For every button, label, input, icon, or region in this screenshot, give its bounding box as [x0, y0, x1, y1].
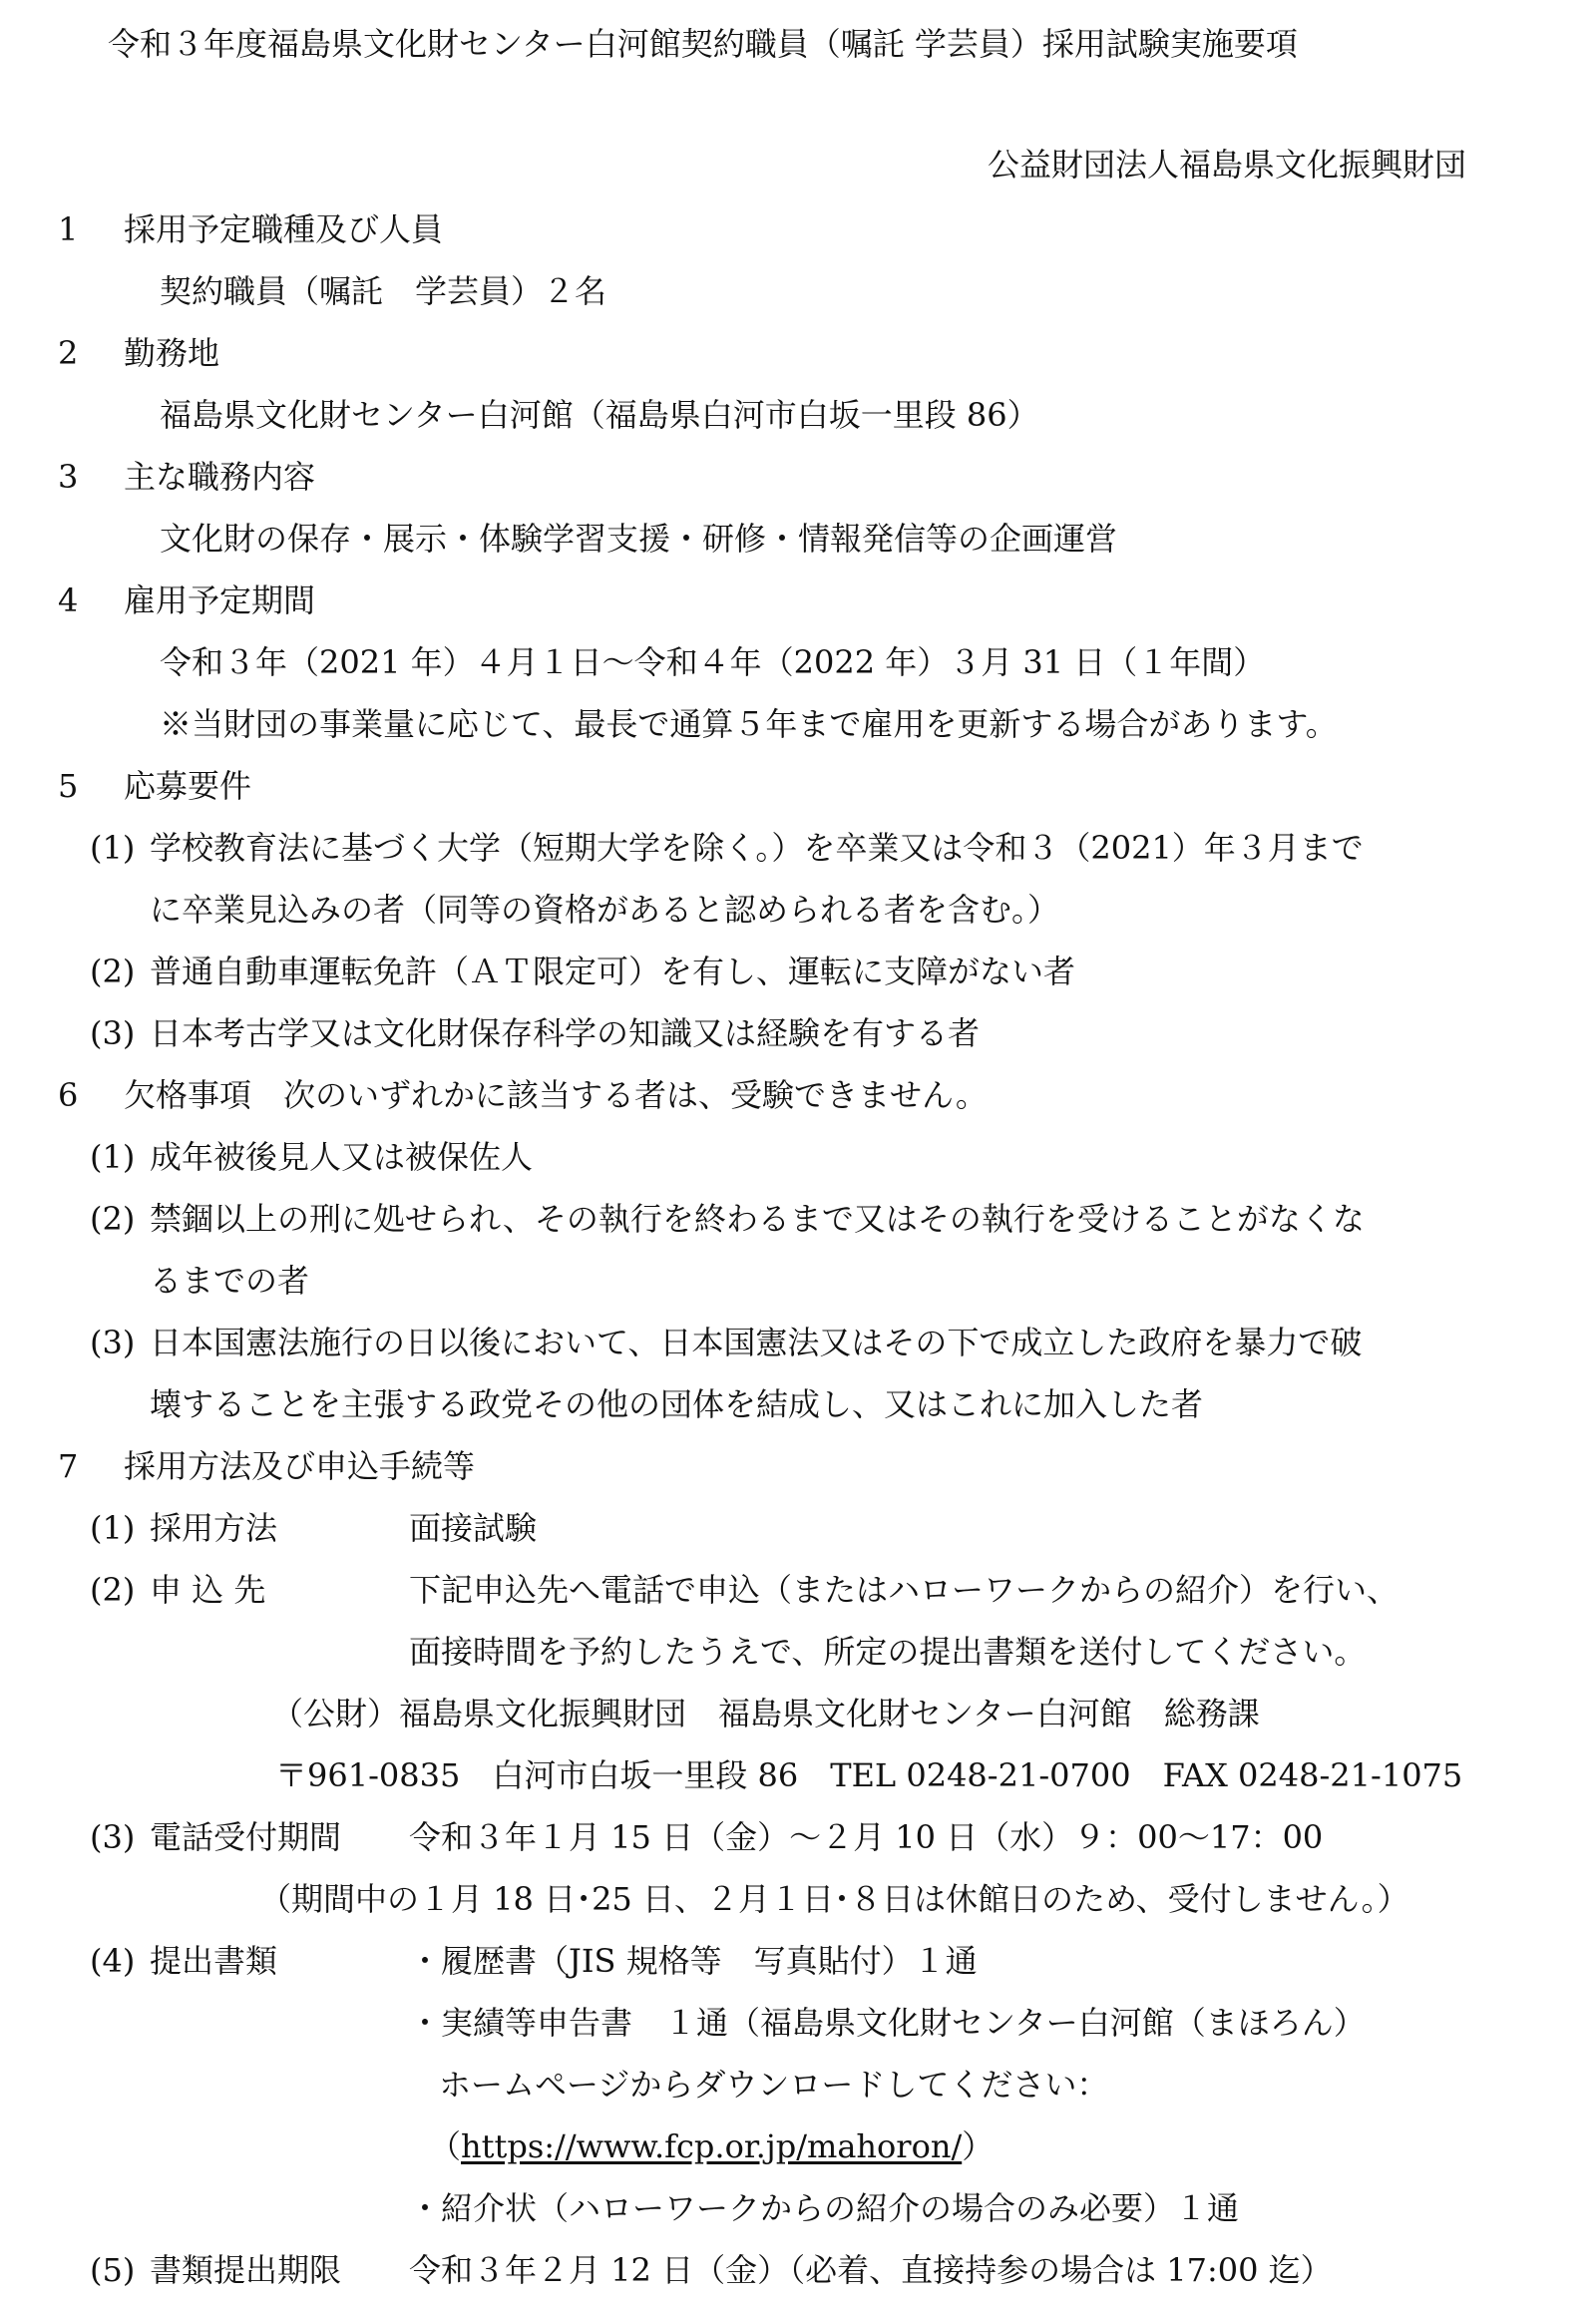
section-4-body: 令和３年（2021 年）４月１日～令和４年（2022 年）３月 31 日（１年間） [160, 643, 1266, 681]
section-2-heading: 勤務地 [124, 334, 220, 372]
section-5-item-3-label: (3) [90, 1014, 136, 1052]
section-4-number: 4 [58, 581, 79, 619]
section-7-heading: 採用方法及び申込手続等 [124, 1447, 476, 1485]
section-6-item-2-label: (2) [90, 1200, 136, 1238]
section-6-item-3-line-2: 壊することを主張する政党その他の団体を結成し、又はこれに加入した者 [150, 1385, 1204, 1423]
method-3-note: （期間中の１月 18 日･25 日、２月１日･８日は休館日のため、受付しません。） [259, 1880, 1409, 1918]
section-6-item-1-label: (1) [90, 1138, 136, 1176]
method-1-key: 採用方法 [150, 1509, 278, 1547]
document-item-report: ・実績等申告書 １通（福島県文化財センター白河館（まほろん） [409, 2004, 1366, 2042]
url-close-paren: ） [962, 2127, 995, 2165]
homepage-url-line [429, 2126, 994, 2166]
section-5-item-2: 普通自動車運転免許（ＡＴ限定可）を有し、運転に支障がない者 [150, 953, 1076, 990]
section-5-heading: 応募要件 [124, 767, 252, 805]
document-item-report-download-note: ホームページからダウンロードしてください： [439, 2066, 1109, 2104]
method-5-value: 令和３年２月 12 日（金）（必着、直接持参の場合は 17:00 迄） [409, 2251, 1333, 2289]
section-1-heading: 採用予定職種及び人員 [124, 210, 444, 248]
method-3-value: 令和３年１月 15 日（金）～２月 10 日（水）９：00～17：00 [409, 1818, 1324, 1856]
homepage-url-link[interactable]: https://www.fcp.or.jp/mahoron/ [461, 2127, 963, 2165]
document-item-referral: ・紹介状（ハローワークからの紹介の場合のみ必要）１通 [409, 2189, 1240, 2227]
document-title: 令和３年度福島県文化財センター白河館契約職員（嘱託 学芸員）採用試験実施要項 [108, 25, 1298, 63]
section-5-item-1-label: (1) [90, 829, 136, 867]
method-5-key: 書類提出期限 [150, 2251, 342, 2289]
section-6-item-2-line-2: るまでの者 [150, 1262, 310, 1300]
section-3-number: 3 [58, 458, 79, 496]
method-3-label: (3) [90, 1818, 136, 1856]
section-6-heading: 欠格事項 次のいずれかに該当する者は、受験できません。 [124, 1076, 988, 1114]
section-3-heading: 主な職務内容 [124, 458, 316, 496]
section-1-number: 1 [58, 210, 79, 248]
method-1-label: (1) [90, 1509, 136, 1547]
section-7-number: 7 [58, 1447, 79, 1485]
section-4-heading: 雇用予定期間 [124, 581, 316, 619]
issuer-name: 公益財団法人福島県文化振興財団 [988, 146, 1467, 184]
section-6-item-1: 成年被後見人又は被保佐人 [150, 1138, 534, 1176]
section-5-item-3: 日本考古学又は文化財保存科学の知識又は経験を有する者 [150, 1014, 981, 1052]
section-6-item-3-label: (3) [90, 1324, 136, 1361]
section-3-body: 文化財の保存・展示・体験学習支援・研修・情報発信等の企画運営 [160, 520, 1118, 558]
method-2-value-line-1: 下記申込先へ電話で申込（またはハローワークからの紹介）を行い、 [409, 1571, 1399, 1609]
method-4-key: 提出書類 [150, 1942, 278, 1980]
section-2-body: 福島県文化財センター白河館（福島県白河市白坂一里段 86） [160, 396, 1039, 434]
contact-organization: （公財）福島県文化振興財団 福島県文化財センター白河館 総務課 [271, 1695, 1260, 1732]
section-6-number: 6 [58, 1076, 79, 1114]
section-2-number: 2 [58, 334, 79, 372]
section-1-body: 契約職員（嘱託 学芸員）２名 [160, 272, 607, 310]
section-5-number: 5 [58, 767, 79, 805]
method-1-value: 面接試験 [409, 1509, 538, 1547]
method-4-label: (4) [90, 1942, 136, 1980]
method-2-label: (2) [90, 1571, 136, 1609]
section-5-item-1-line-2: に卒業見込みの者（同等の資格があると認められる者を含む。） [150, 891, 1060, 929]
method-2-key: 申 込 先 [150, 1571, 266, 1609]
document-item-resume: ・履歴書（JIS 規格等 写真貼付）１通 [409, 1942, 978, 1980]
section-6-item-2-line-1: 禁錮以上の刑に処せられ、その執行を終わるまで又はその執行を受けることがなくな [150, 1200, 1365, 1238]
method-3-key: 電話受付期間 [150, 1818, 342, 1856]
section-4-note: ※当財団の事業量に応じて、最長で通算５年まで雇用を更新する場合があります。 [160, 705, 1338, 743]
section-5-item-1-line-1: 学校教育法に基づく大学（短期大学を除く。）を卒業又は令和３（2021）年３月まで [150, 829, 1364, 867]
method-5-label: (5) [90, 2251, 136, 2289]
url-open-paren: （ [429, 2127, 462, 2165]
section-6-item-3-line-1: 日本国憲法施行の日以後において、日本国憲法又はその下で成立した政府を暴力で破 [150, 1324, 1363, 1361]
section-5-item-2-label: (2) [90, 953, 136, 990]
contact-address: 〒961-0835 白河市白坂一里段 86 TEL 0248-21-0700 FAX 0248-21-1075 [275, 1756, 1463, 1794]
method-2-value-line-2: 面接時間を予約したうえで、所定の提出書類を送付してください。 [409, 1633, 1367, 1671]
